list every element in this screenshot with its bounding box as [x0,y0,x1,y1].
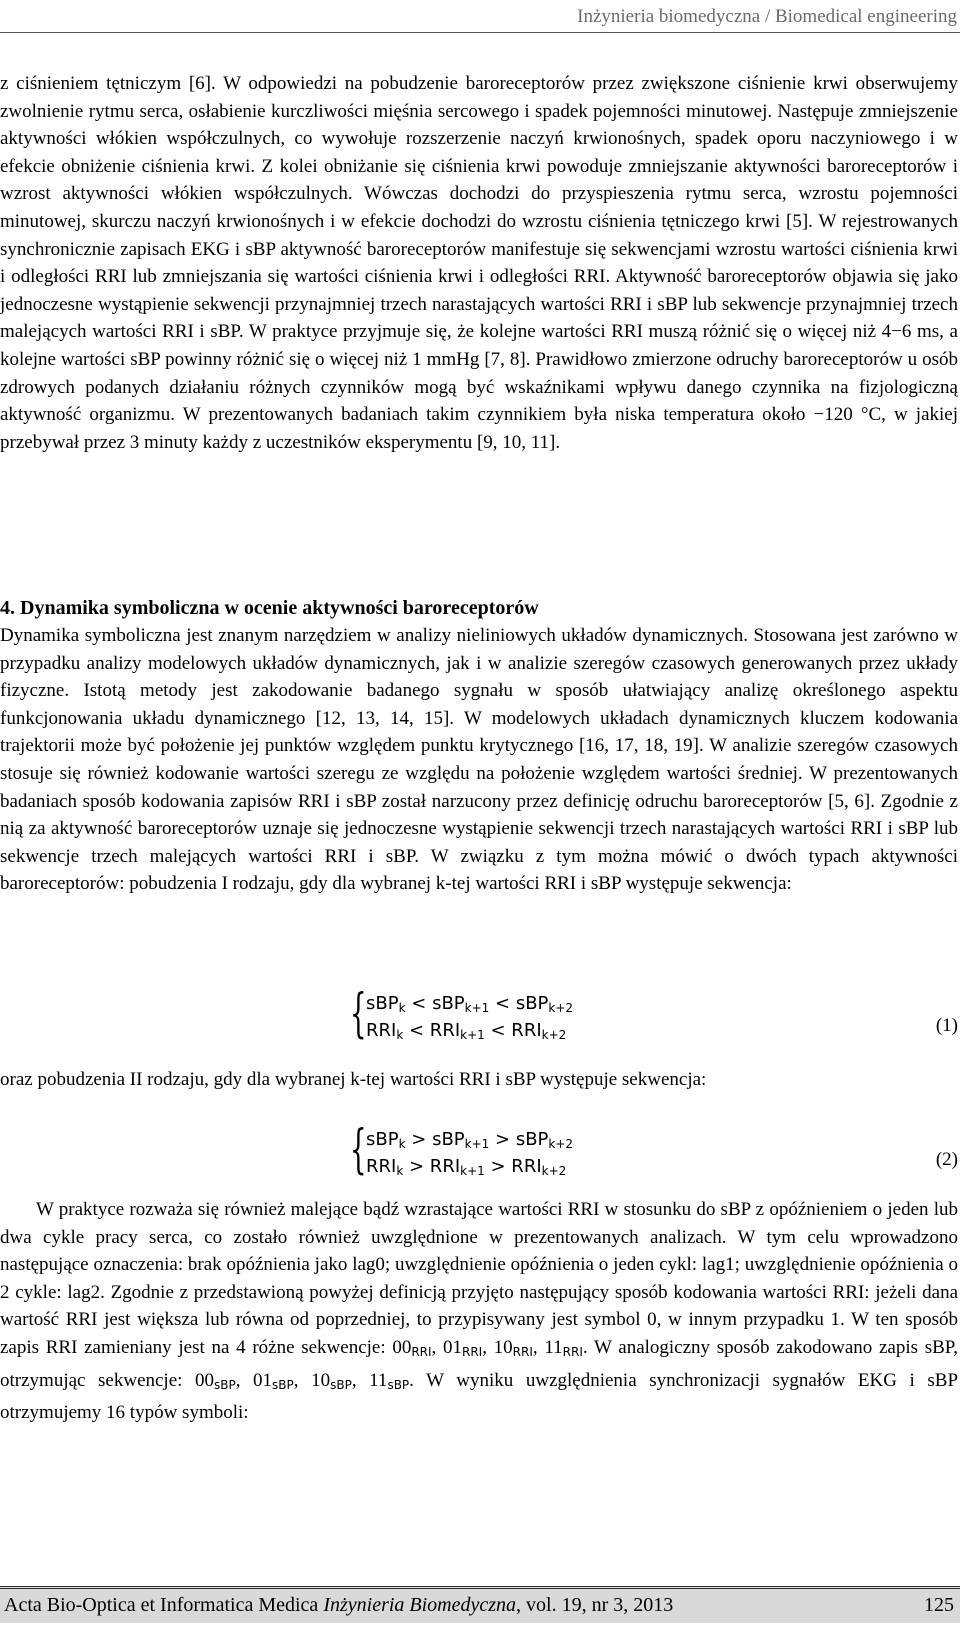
journal-citation: Acta Bio-Optica et Informatica Medica Inżynieria Biomedyczna, vol. 19, nr 3, 2013 [4,1594,674,1616]
paragraph-excitation-type-2: oraz pobudzenia II rodzaju, gdy dla wybranej k-tej wartości RRI i sBP występuje sekwencja: [0,1069,707,1090]
running-header: Inżynieria biomedyczna / Biomedical engineering [0,2,960,33]
paragraph-baroreceptors: z ciśnieniem tętniczym [6]. W odpowiedzi na pobudzenie baroreceptorów przez zwiększone ciśnienie krwi obserwujemy zwolnienie rytmu serca, osłabienie kurczliwości mięśnia sercowego i spadek pojemności minutowej. Następuje zmniejszenie aktywności włókien współczulnych, co wywołuje rozszerzenie naczyń krwionośnych, spadek oporu naczyniowego i w efekcie obniżenie ciśnienia krwi. Z kolei obniżanie się ciśnienia krwi powoduje zmniejszanie aktywności baroreceptorów i wzrost aktywności włókien współczulnych. Wówczas dochodzi do przyspieszenia rytmu serca, wzrostu pojemności minutowej, skurczu naczyń krwionośnych i w efekcie dochodzi do wzrostu ciśnienia tętniczego krwi [5]. W rejestrowanych synchronicznie zapisach EKG i sBP aktywność baroreceptorów manifestuje się sekwencjami wzrostu wartości ciśnienia krwi i odległości RRI lub zmniejszania się wartości ciśnienia krwi i odległości RRI. Aktywność baroreceptorów objawia się jako jednoczesne wystąpienie sekwencji przynajmniej trzech narastających wartości RRI i sBP lub sekwencje przynajmniej trzech malejących wartości RRI i sBP. W praktyce przyjmuje się, że kolejne wartości RRI muszą różnić się o więcej niż 4−6 ms, a kolejne wartości sBP powinny różnić się o więcej niż 1 mmHg [7, 8]. Prawidłowo zmierzone odruchy baroreceptorów u osób zdrowych podanych działaniu różnych czynników mogą być wskaźnikami wpływu danego czynnika na fizjologiczną aktywność organizmu. W prezentowanych badaniach takim czynnikiem była niska temperatura około −120 °C, w jakiej przebywał przez 3 minuty każdy z uczestników eksperymentu [9, 10, 11]. [0,73,958,453]
paragraph-coding: W praktyce rozważa się również malejące bądź wzrastające wartości RRI w stosunku do sBP z opóźnieniem o jeden lub dwa cykle pracy serca, co zostało również uwzględnione w prezentowanych analizach. W tym celu wprowadzono następujące oznaczenia: brak opóźnienia jako lag0; uwzględnienie opóźnienia o jeden cykl: lag1; uwzględnienie opóźnienia o 2 cykle: lag2. Zgodnie z przedstawioną powyżej definicją przyjęto następujący sposób kodowania wartości RRI: jeżeli dana wartość RRI jest większa lub równa od poprzedniej, to przypisywany jest symbol 0, w innym przypadku 1. W ten sposób zapis RRI zamieniany jest na 4 różne sekwencje: $00_{RRI}$, $01_{RRI}$, $10_{RRI}$, $11_{RRI}$. W analogiczny sposób zakodowano zapis sBP, otrzymując sekwencje: $00_{sBP}$, $01_{sBP}$, $10_{sBP}$, $11_{sBP}$. W wyniku uwzględnienia synchronizacji sygnałów EKG i sBP otrzymujemy 16 typów symboli: [0,1199,959,1424]
paragraph-symbolic-dynamics: Dynamika symboliczna jest znanym narzędziem w analizy nieliniowych układów dynamicznych. Stosowana jest zarówno w przypadku analizy modelowych układów dynamicznych, jak i w analizie szeregów czasowych generowanych przez układy fizyczne. Istotą metody jest zakodowanie badanego sygnału w sposób ułatwiający analizę określonego aspektu funkcjonowania układu dynamicznego [12, 13, 14, 15]. W modelowych układach dynamicznych kluczem kodowania trajektorii może być położenie jej punktów względem punktu krytycznego [16, 17, 18, 19]. W analizie szeregów czasowych stosuje się również kodowanie wartości szeregu ze względu na położenie względem wartości średniej. W prezentowanych badaniach sposób kodowania zapisów RRI i sBP został narzucony przez definicję odruchu baroreceptorów [5, 6]. Zgodnie z nią za aktywność baroreceptorów uznaje się jednoczesne wystąpienie sekwencji trzech narastających wartości RRI i sBP lub sekwencje trzech malejących wartości RRI i sBP. W związku z tym można mówić o dwóch typach aktywności baroreceptorów: pobudzenia I rodzaju, gdy dla wybranej k-tej wartości RRI i sBP występuje sekwencja: [0,625,958,895]
equation-1-number: (1) [935,1015,958,1036]
equation-2-row-sbp: sBP$_k$ > sBP$_{k+1}$ > sBP$_{k+2}$ [366,1129,574,1151]
equation-1-row-sbp: sBP$_k$ < sBP$_{k+1}$ < sBP$_{k+2}$ [366,993,574,1015]
equation-1-row-rri: $RRI_k < RRI_{k+1} < RRI_{k+2}$ [366,1020,567,1042]
equation-1 [350,984,950,1048]
page-footer [0,1586,960,1623]
equation-brace: { [350,984,367,1044]
equation-2-row-rri: $RRI_k > RRI_{k+1} > RRI_{k+2}$ [366,1156,567,1178]
equation-2-number: (2) [935,1149,958,1170]
equation-2 [350,1120,950,1184]
equation-brace: { [350,1120,367,1180]
section-heading: 4. Dynamika symboliczna w ocenie aktywności baroreceptorów [0,597,539,619]
page-number: 125 [924,1594,954,1616]
